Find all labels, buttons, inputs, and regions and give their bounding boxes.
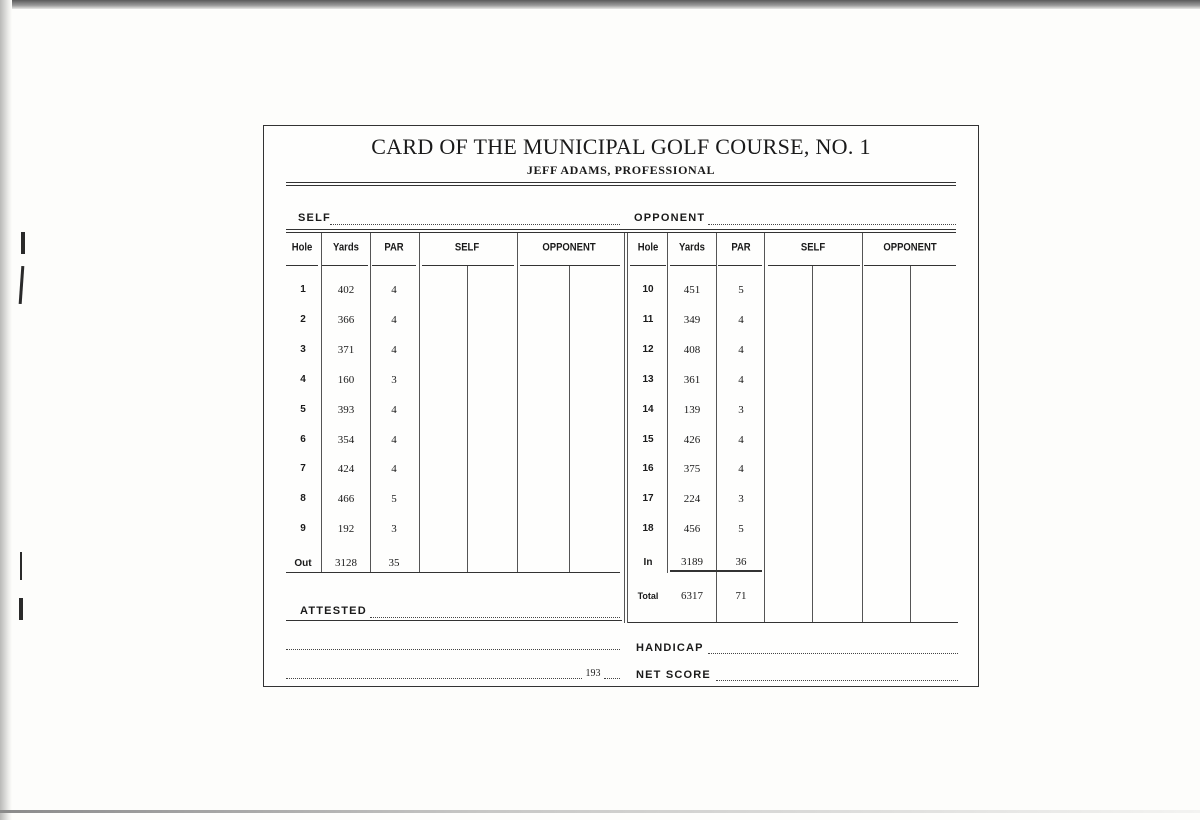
card-subtitle: JEFF ADAMS, PROFESSIONAL xyxy=(526,163,716,177)
out-yards: 3128 xyxy=(335,557,357,569)
hole-hole: 1 xyxy=(300,284,306,295)
hole-yards: 354 xyxy=(337,433,355,446)
in-par: 36 xyxy=(735,556,747,568)
hole-hole: 10 xyxy=(642,284,654,295)
hole-par: 5 xyxy=(738,523,744,536)
column-divider xyxy=(862,233,863,623)
half-divider xyxy=(627,233,628,623)
hole-par: 4 xyxy=(738,373,744,386)
scan-mark xyxy=(21,232,25,254)
hole-hole: 17 xyxy=(642,493,654,505)
hole-hole: 18 xyxy=(642,523,654,535)
out-label: Out xyxy=(294,558,312,569)
column-divider xyxy=(764,233,765,623)
hole-par: 3 xyxy=(738,493,744,506)
out-par: 35 xyxy=(388,557,400,569)
column-divider xyxy=(569,266,570,573)
column-divider xyxy=(467,266,468,573)
column-divider xyxy=(812,266,813,623)
hole-par: 4 xyxy=(738,463,744,476)
in-label: In xyxy=(643,557,653,568)
hole-yards: 451 xyxy=(683,284,701,296)
hole-yards: 375 xyxy=(683,463,701,476)
scorecard xyxy=(263,125,979,687)
hole-yards: 224 xyxy=(683,493,701,506)
hole-yards: 408 xyxy=(683,343,701,356)
hole-par: 5 xyxy=(391,493,397,506)
total-rule xyxy=(628,622,958,623)
scan-top-edge xyxy=(0,0,1200,9)
hole-par: 4 xyxy=(391,343,397,356)
card-title: CARD OF THE MUNICIPAL GOLF COURSE, NO. 1 xyxy=(371,134,871,159)
hole-hole: 7 xyxy=(300,463,306,475)
header-underline xyxy=(286,265,318,266)
column-divider xyxy=(370,233,371,573)
col-hole-back: Hole xyxy=(637,241,659,254)
hole-par: 3 xyxy=(391,373,397,386)
attested-label: ATTESTED xyxy=(300,605,367,617)
hole-yards: 466 xyxy=(337,493,355,506)
hole-par: 4 xyxy=(738,433,744,446)
attested-rule xyxy=(286,620,622,621)
hole-hole: 11 xyxy=(642,313,654,325)
self-name-label: SELF xyxy=(298,212,331,224)
hole-par: 4 xyxy=(391,284,397,296)
hole-hole: 2 xyxy=(300,313,306,325)
hole-yards: 349 xyxy=(683,313,701,326)
hole-yards: 456 xyxy=(683,523,701,536)
hole-par: 5 xyxy=(738,284,744,296)
header-underline xyxy=(630,265,666,266)
hole-yards: 366 xyxy=(337,313,355,326)
hole-par: 4 xyxy=(738,313,744,326)
signature-line[interactable] xyxy=(286,649,620,650)
col-self-front: SELF xyxy=(454,241,480,254)
hole-hole: 12 xyxy=(642,343,654,355)
col-yards-back: Yards xyxy=(679,241,705,254)
total-label: Total xyxy=(637,591,659,601)
hole-hole: 5 xyxy=(300,403,306,415)
in-yards: 3189 xyxy=(681,556,703,568)
opponent-name-line[interactable] xyxy=(708,224,956,225)
header-underline xyxy=(520,265,620,266)
hole-par: 4 xyxy=(391,403,397,416)
column-divider xyxy=(419,233,420,573)
col-opponent-front: OPPONENT xyxy=(542,241,596,254)
hole-par: 4 xyxy=(391,313,397,326)
net-score-label: NET SCORE xyxy=(636,669,711,681)
hole-yards: 424 xyxy=(337,463,355,476)
scan-mark xyxy=(19,266,25,304)
hole-yards: 361 xyxy=(683,373,701,386)
handicap-line[interactable] xyxy=(708,653,958,654)
hole-par: 4 xyxy=(738,343,744,356)
hole-par: 4 xyxy=(391,463,397,476)
scan-mark xyxy=(20,552,22,580)
attested-line[interactable] xyxy=(370,617,620,618)
header-underline xyxy=(768,265,860,266)
title-rule xyxy=(286,185,956,186)
header-underline xyxy=(372,265,416,266)
header-underline xyxy=(718,265,762,266)
half-divider xyxy=(624,233,625,623)
column-divider xyxy=(910,266,911,623)
header-underline xyxy=(422,265,514,266)
col-yards-front: Yards xyxy=(333,241,359,254)
header-underline xyxy=(670,265,716,266)
year-line[interactable] xyxy=(604,678,620,679)
opponent-name-label: OPPONENT xyxy=(634,212,706,224)
scan-bottom-edge xyxy=(0,810,1200,813)
hole-yards: 426 xyxy=(683,433,701,446)
hole-par: 3 xyxy=(391,523,397,536)
hole-yards: 192 xyxy=(337,523,355,536)
column-divider xyxy=(517,233,518,573)
net-score-line[interactable] xyxy=(716,680,958,681)
col-opponent-back: OPPONENT xyxy=(883,241,937,254)
hole-yards: 402 xyxy=(337,284,355,296)
in-rule xyxy=(670,570,762,572)
column-divider xyxy=(716,233,717,623)
hole-hole: 14 xyxy=(642,403,654,415)
col-hole-front: Hole xyxy=(291,241,313,254)
year-prefix: 193 xyxy=(585,668,601,679)
out-rule xyxy=(286,572,620,573)
hole-hole: 9 xyxy=(300,523,306,535)
header-underline xyxy=(322,265,368,266)
hole-hole: 8 xyxy=(300,493,306,505)
hole-yards: 393 xyxy=(337,403,355,416)
hole-hole: 16 xyxy=(642,463,654,475)
scan-mark xyxy=(19,598,23,620)
header-rule xyxy=(286,229,956,230)
title-rule xyxy=(286,182,956,183)
self-name-line[interactable] xyxy=(330,224,620,225)
scan-left-edge xyxy=(0,0,12,820)
header-rule xyxy=(286,232,956,233)
col-par-front: PAR xyxy=(384,241,404,254)
total-par: 71 xyxy=(735,590,747,602)
date-line[interactable] xyxy=(286,678,582,679)
hole-hole: 15 xyxy=(642,433,654,445)
handicap-label: HANDICAP xyxy=(636,642,704,654)
hole-par: 3 xyxy=(738,403,744,416)
hole-yards: 160 xyxy=(337,373,355,386)
hole-hole: 6 xyxy=(300,433,306,445)
hole-yards: 139 xyxy=(683,403,701,416)
hole-yards: 371 xyxy=(337,343,355,356)
col-par-back: PAR xyxy=(731,241,751,254)
col-self-back: SELF xyxy=(800,241,826,254)
total-yards: 6317 xyxy=(681,590,703,602)
hole-hole: 4 xyxy=(300,373,306,385)
hole-hole: 3 xyxy=(300,343,306,355)
hole-hole: 13 xyxy=(642,373,654,385)
hole-par: 4 xyxy=(391,433,397,446)
